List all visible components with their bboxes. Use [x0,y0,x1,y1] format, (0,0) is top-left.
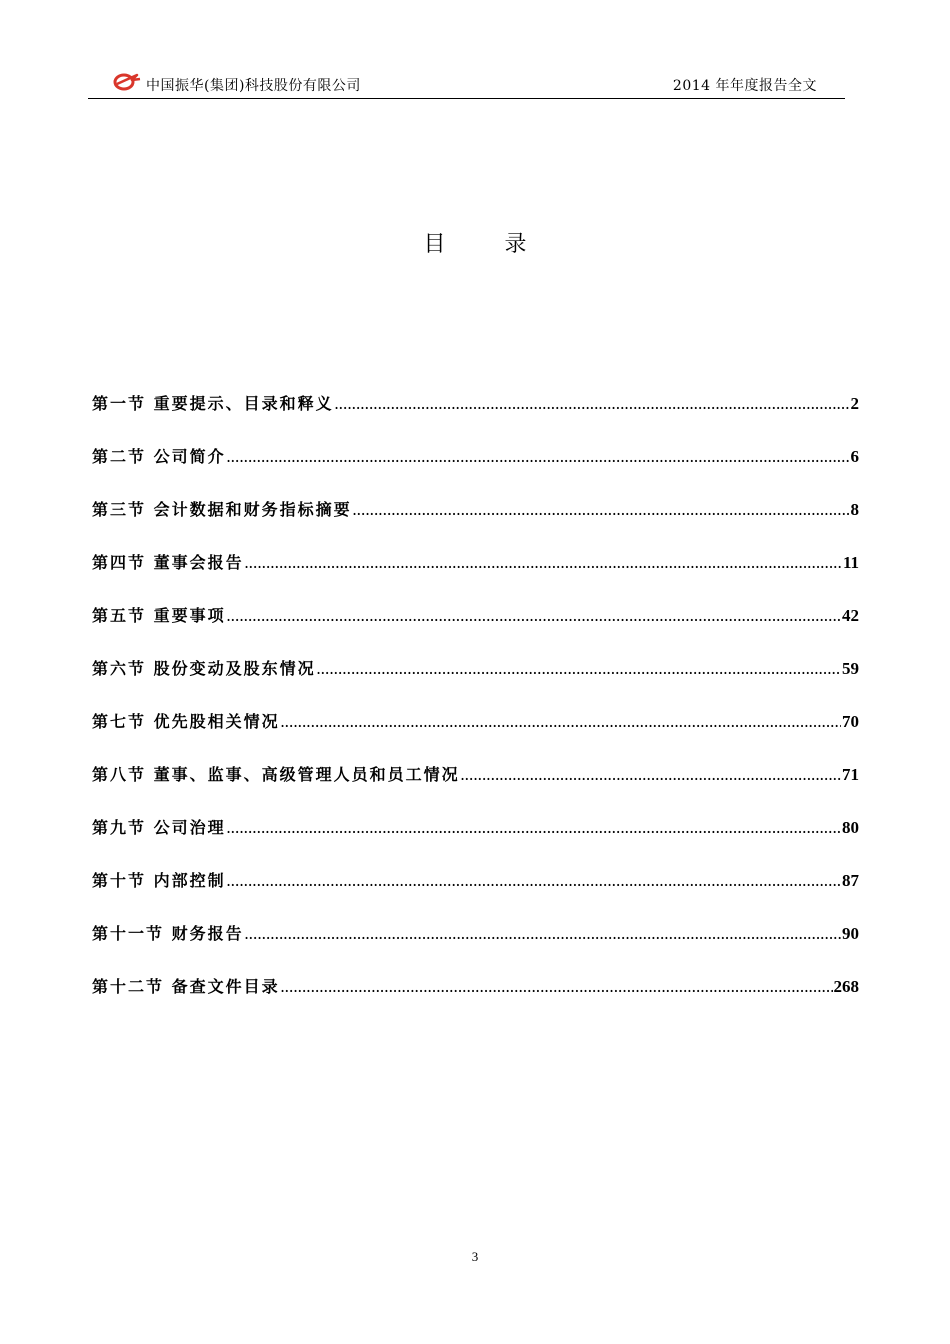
toc-leader-dots [317,664,841,677]
toc-entry-label: 第十节 内部控制 [92,871,226,890]
toc-entry-label: 第十一节 财务报告 [92,924,244,943]
toc-leader-dots [335,399,850,412]
report-title: 2014 年年度报告全文 [672,78,817,94]
toc-entry-label: 第七节 优先股相关情况 [92,712,280,731]
toc-entry-label: 第五节 重要事项 [92,606,226,625]
toc-leader-dots [245,558,842,571]
toc-entry-label: 第九节 公司治理 [92,818,226,837]
toc-entry[interactable] [92,868,859,894]
toc-entry-page: 2 [850,394,859,413]
page-number: 3 [471,1249,479,1264]
toc-leader-dots [227,876,841,889]
toc-entry[interactable] [92,974,859,1000]
toc-entry-page: 268 [833,977,859,996]
toc-entry-page: 70 [842,712,859,731]
toc-entry[interactable] [92,815,859,841]
page-header [88,70,845,99]
toc-entry-label: 第六节 股份变动及股东情况 [92,659,316,678]
toc-entry-page: 42 [842,606,859,625]
toc-entry-page: 87 [842,871,859,890]
toc-entry[interactable] [92,497,859,523]
toc-leader-dots [245,929,841,942]
toc-entry[interactable] [92,656,859,682]
toc-entry-page: 59 [842,659,859,678]
toc-entry[interactable] [92,391,859,417]
company-name: 中国振华(集团)科技股份有限公司 [146,78,361,94]
toc-title: 目 录 [423,232,553,257]
toc-leader-dots [227,611,841,624]
toc-leader-dots [353,505,850,518]
toc-entry-label: 第四节 董事会报告 [92,553,244,572]
toc-entry-label: 第一节 重要提示、目录和释义 [92,394,334,413]
toc-entry[interactable] [92,603,859,629]
toc-entry[interactable] [92,444,859,470]
toc-entry-label: 第二节 公司简介 [92,447,226,466]
toc-entry-page: 8 [850,500,859,519]
toc-entry[interactable] [92,762,859,788]
zhenhua-logo-icon [113,70,141,92]
toc-entry-label: 第三节 会计数据和财务指标摘要 [92,500,352,519]
table-of-contents [92,391,859,1027]
toc-entry-page: 6 [850,447,859,466]
toc-entry-page: 71 [842,765,859,784]
toc-entry[interactable] [92,709,859,735]
toc-leader-dots [281,982,833,995]
toc-leader-dots [281,717,841,730]
toc-leader-dots [227,823,841,836]
toc-entry-page: 80 [842,818,859,837]
toc-entry-label: 第十二节 备查文件目录 [92,977,280,996]
toc-leader-dots [461,770,841,783]
toc-entry-page: 90 [842,924,859,943]
toc-entry[interactable] [92,921,859,947]
toc-entry[interactable] [92,550,859,576]
toc-entry-label: 第八节 董事、监事、高级管理人员和员工情况 [92,765,460,784]
toc-entry-page: 11 [842,553,859,572]
toc-leader-dots [227,452,850,465]
